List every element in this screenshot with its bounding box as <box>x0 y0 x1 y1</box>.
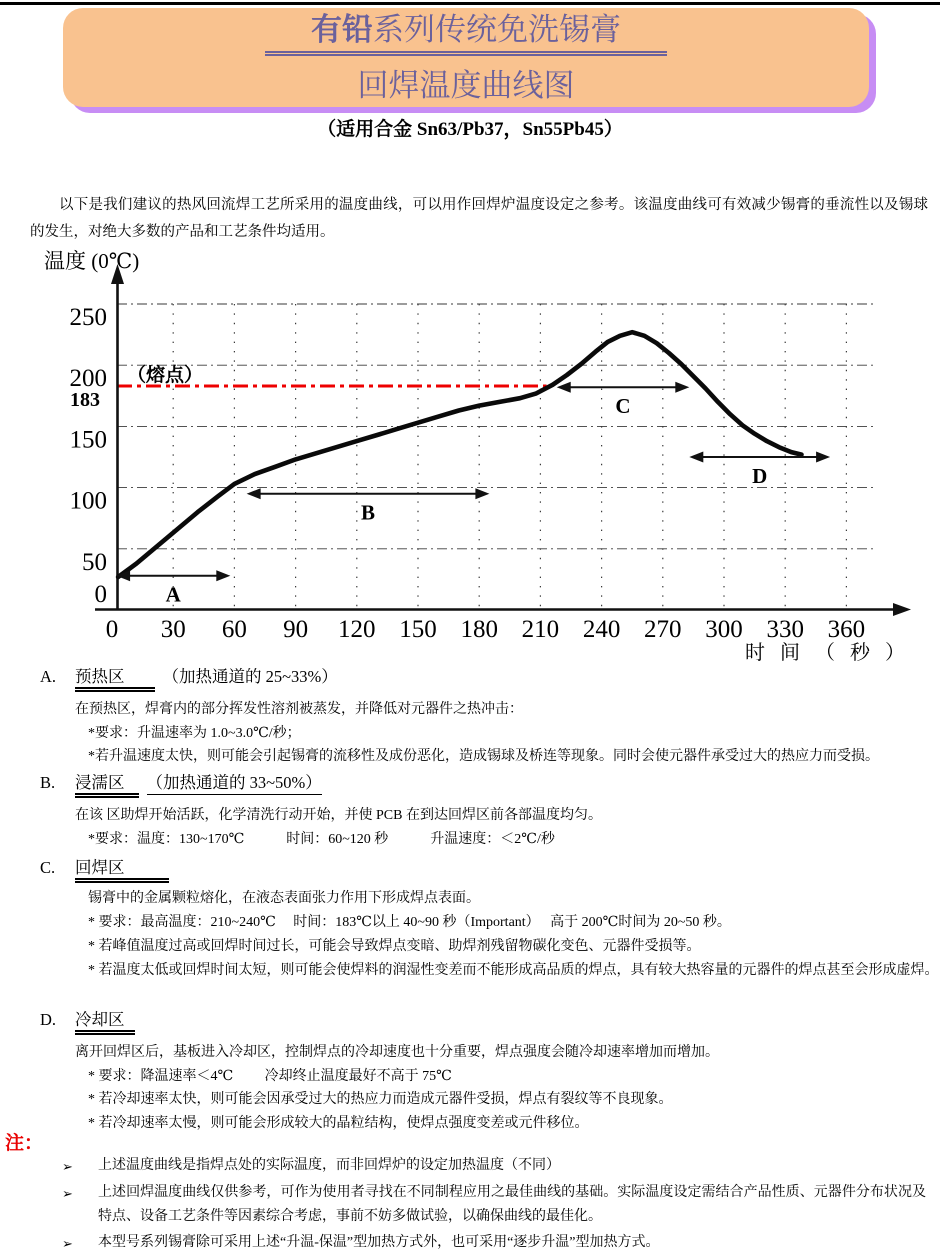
note-text: 本型号系列锡膏除可采用上述“升温-保温”型加热方式外，也可采用“逐步升温”型加热方式。 <box>98 1234 660 1250</box>
section-body <box>40 698 940 769</box>
section-zone-suffix: （加热通道的 25~33%） <box>162 667 338 686</box>
note-item <box>62 1231 926 1257</box>
section-line: 离开回焊区后，基板进入冷却区，控制焊点的冷却速度也十分重要，焊点强度会随冷却速率增加而增加。 <box>75 1045 719 1060</box>
section-body <box>40 887 940 983</box>
x-axis-arrow <box>893 603 911 616</box>
x-tick-180: 180 <box>460 616 498 643</box>
section-body <box>40 1041 940 1135</box>
zone-arrowhead-right-B <box>475 488 489 499</box>
arrow-bullet-icon: ➢ <box>62 1235 73 1251</box>
subtitle-alloy: （适用合金 Sn63/Pb37，Sn55Pb45） <box>317 119 623 140</box>
section-letter: A. <box>40 667 57 686</box>
x-tick-60: 60 <box>221 616 247 643</box>
section-line: * 要求：最高温度：210~240℃ 时间：183℃以上 40~90 秒（Important） 高于 200℃时间为 20~50 秒。 <box>88 915 731 930</box>
zone-label-C: C <box>615 394 631 419</box>
zone-label-D: D <box>752 464 768 488</box>
arrow-bullet-icon: ➢ <box>62 1159 73 1174</box>
note-item <box>62 1181 926 1230</box>
x-tick-90: 90 <box>283 616 309 643</box>
x-axis-label: 时 间 （ 秒 ） <box>745 642 910 663</box>
section-line: * 若峰值温度过高或回焊时间过长，可能会导致焊点变暗、助焊剂残留物碳化变色、元器件受损等。 <box>88 939 701 954</box>
zone-label-B: B <box>360 500 376 525</box>
section-letter: C. <box>40 858 56 877</box>
section-line: *要求：升温速率为 1.0~3.0℃/秒； <box>88 725 301 741</box>
reflow-temperature-chart <box>0 238 940 663</box>
x-tick-240: 240 <box>582 616 621 643</box>
section-zone-name: 冷却区 <box>75 1010 135 1035</box>
y-tick-50: 50 <box>82 548 107 576</box>
title-rest-text: 系列传统免洗锡膏 <box>373 11 621 47</box>
x-tick-330: 330 <box>766 616 804 643</box>
section-body <box>40 804 940 851</box>
section-zone-suffix: （加热通道的 33~50%） <box>147 773 322 795</box>
title-box <box>63 8 869 107</box>
title-line2: 回焊温度曲线图 <box>357 68 575 104</box>
section-heading <box>40 663 940 687</box>
section-zone-name: 回焊区 <box>75 858 169 883</box>
title-bold-text: 有铅 <box>311 11 373 47</box>
section-line: *要求：温度：130~170℃ 时间：60~120 秒 升温速度：＜2℃/秒 <box>88 831 555 847</box>
x-tick-120: 120 <box>338 616 376 643</box>
zone-label-A: A <box>165 582 181 607</box>
zone-arrowhead-left-D <box>689 452 703 463</box>
y-tick-250: 250 <box>69 304 107 331</box>
section-line: 在预热区，焊膏内的部分挥发性溶剂被蒸发，并降低对元器件之热冲击： <box>75 702 523 717</box>
section-letter: D. <box>40 1010 57 1029</box>
section-zone-name: 浸濡区 <box>75 773 139 798</box>
y-tick-0: 0 <box>94 581 107 608</box>
section-line: * 若冷却速率太慢，则可能会形成较大的晶粒结构，使焊点强度变差或元件移位。 <box>88 1115 589 1131</box>
section-line: *若升温速度太快，则可能会引起锡膏的流移性及成份恶化，造成锡球及桥连等现象。同时会使元器件承受过大的热应力而受损。 <box>88 749 879 764</box>
x-tick-360: 360 <box>827 616 866 643</box>
intro-paragraph: 以下是我们建议的热风回流焊工艺所采用的温度曲线，可以用作回焊炉温度设定之参考。该温度曲线可有效减少锡膏的垂流性以及锡球的发生，对绝大多数的产品和工艺条件均适用。 <box>30 197 928 240</box>
section-line: * 若冷却速率太快，则可能会因承受过大的热应力而造成元器件受损，焊点有裂纹等不良现象。 <box>88 1092 673 1107</box>
x-tick-30: 30 <box>160 616 186 643</box>
section-reflow-zone <box>40 854 940 983</box>
zone-arrowhead-left-B <box>247 488 261 499</box>
section-line: 锡膏中的金属颗粒熔化，在液态表面张力作用下形成焊点表面。 <box>88 891 480 906</box>
zone-arrowhead-right-D <box>816 452 830 463</box>
x-tick-300: 300 <box>705 616 743 643</box>
arrow-bullet-icon: ➢ <box>62 1185 73 1201</box>
x-tick-210: 210 <box>521 616 560 643</box>
y-tick-200: 200 <box>69 365 107 393</box>
section-line: * 要求：降温速率＜4℃ 冷却终止温度最好不高于 75℃ <box>88 1068 452 1084</box>
notes-label: 注： <box>5 1133 44 1154</box>
melting-point-label: （熔点） <box>127 365 204 387</box>
section-cooling-zone <box>40 1006 940 1135</box>
y-axis-label: 温度 (0℃) <box>44 249 140 273</box>
x-tick-0: 0 <box>105 616 119 643</box>
section-heading <box>40 854 940 878</box>
section-line: * 若温度太低或回焊时间太短，则可能会使焊料的润湿性变差而不能形成高品质的焊点，具有较大热容量的元器件的焊点甚至会形成虚焊。 <box>88 963 939 978</box>
section-letter: B. <box>40 773 56 792</box>
note-text: 上述回焊温度曲线仅供参考，可作为使用者寻找在不同制程应用之最佳曲线的基础。实际温度设定需结合产品性质、元器件分布状况及特点、设备工艺条件等因素综合考虑，事前不妨多做试验，以确保曲线的最佳化。 <box>98 1184 926 1224</box>
x-tick-270: 270 <box>644 616 682 643</box>
zone-arrowhead-right-C <box>675 382 689 393</box>
zone-arrowhead-left-C <box>557 382 571 393</box>
melting-point-value: 183 <box>70 389 100 412</box>
section-soak-zone <box>40 769 940 851</box>
section-preheat-zone <box>40 663 940 769</box>
notes-list <box>62 1154 926 1257</box>
x-tick-150: 150 <box>399 616 437 643</box>
y-tick-100: 100 <box>69 487 107 515</box>
page-top-rule <box>0 2 940 5</box>
section-heading <box>40 769 940 793</box>
note-text: 上述温度曲线是指焊点处的实际温度，而非回焊炉的设定加热温度（不同） <box>98 1158 560 1173</box>
note-item <box>62 1154 926 1180</box>
section-zone-name: 预热区 <box>75 667 155 692</box>
section-line: 在该 区助焊开始活跃，化学清洗行动开始，并使 PCB 在到达回焊区前各部温度均匀。 <box>75 808 602 823</box>
zone-arrowhead-right-A <box>216 570 230 581</box>
y-tick-150: 150 <box>69 426 107 454</box>
title-line1 <box>265 10 667 56</box>
section-heading <box>40 1006 940 1030</box>
